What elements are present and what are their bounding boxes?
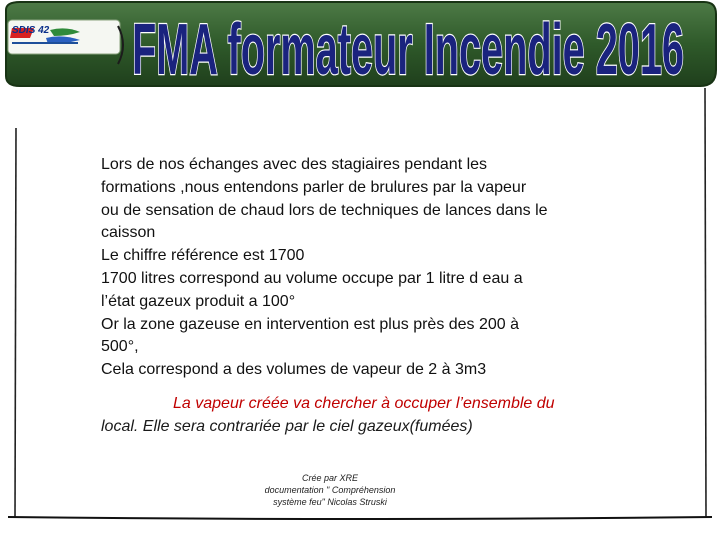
body-line: 500°,: [101, 338, 139, 356]
body-line: Cela correspond a des volumes de vapeur de 2 à 3m3: [101, 361, 487, 379]
credit-line-2: documentation " Compréhension: [264, 485, 396, 495]
body-line: Lors de nos échanges avec des stagiaires pendant les: [101, 156, 488, 173]
body-line: caisson: [101, 224, 156, 242]
page-title-text: FMA formateur Incendie 2016: [132, 10, 684, 82]
credit-line-1: Crée par XRE: [301, 473, 359, 483]
body-line: Or la zone gazeuse en intervention est plus près des 200 à: [101, 315, 520, 333]
body-line: formations ,nous entendons parler de brulures par la vapeur: [101, 178, 527, 196]
highlight-text: [101, 393, 621, 439]
body-line: ou de sensation de chaud lors de techniques de lances dans le: [101, 201, 548, 219]
highlight-line-2: local. Elle sera contrariée par le ciel gazeux(fumées): [101, 417, 473, 435]
body-text: [101, 154, 621, 382]
body-line: 1700 litres correspond au volume occupe par 1 litre d eau a: [101, 269, 523, 287]
body-line: Le chiffre référence est 1700: [101, 247, 305, 265]
body-line: l’état gazeux produit a 100°: [101, 292, 296, 310]
credit-line-3: système feu" Nicolas Struski: [273, 497, 387, 507]
highlight-line-1: La vapeur créée va chercher à occuper l’ensemble du: [173, 395, 555, 412]
credit: [230, 472, 430, 508]
logo-text: SDIS 42: [12, 25, 50, 36]
